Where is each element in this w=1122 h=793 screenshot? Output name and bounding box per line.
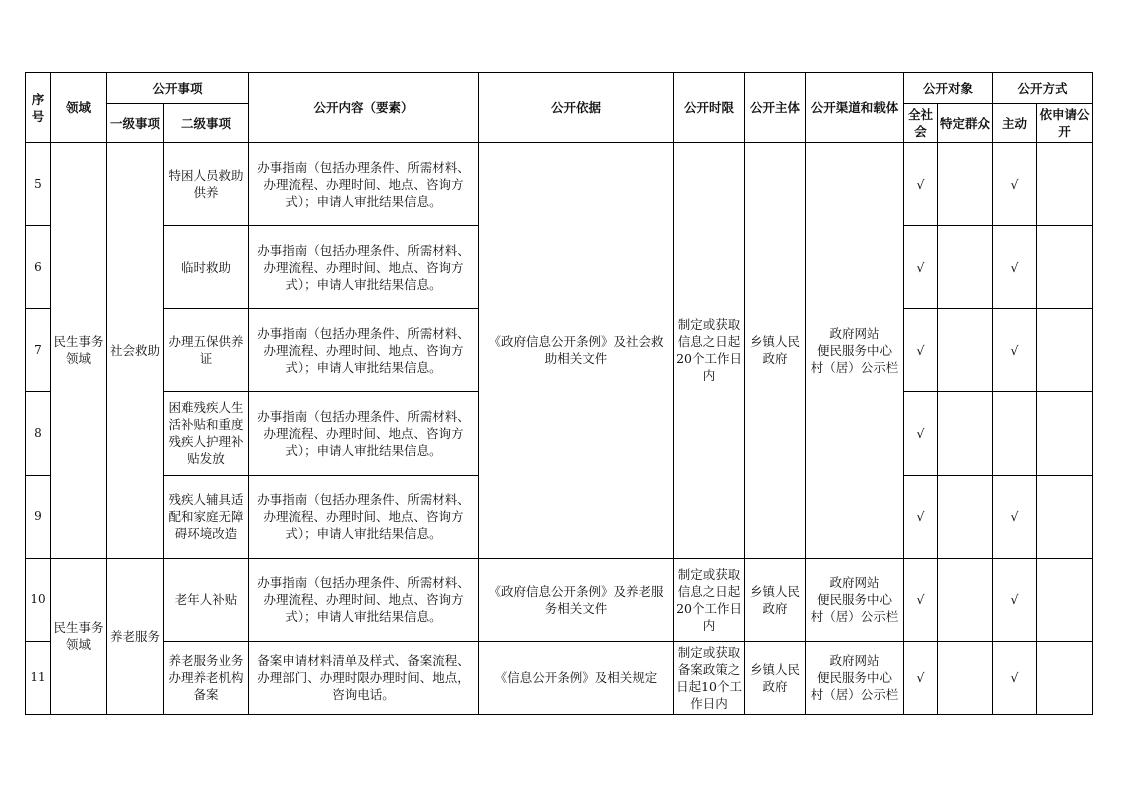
method-apply-check — [1037, 143, 1093, 226]
method-active-check: √ — [993, 226, 1037, 309]
audience-all-check: √ — [904, 226, 938, 309]
audience-all-check: √ — [904, 641, 938, 714]
row-seq: 6 — [26, 226, 51, 309]
basis-cell: 《政府信息公开条例》及社会救助相关文件 — [479, 143, 674, 559]
content-cell: 办事指南（包括办理条件、所需材料、办理流程、办理时间、地点、咨询方式）；申请人审批结果信息。 — [249, 143, 479, 226]
audience-specific-check — [938, 641, 993, 714]
level1-cell: 社会救助 — [107, 143, 164, 559]
row-seq: 9 — [26, 475, 51, 558]
header-method-active: 主动 — [993, 104, 1037, 143]
disclosure-table — [25, 72, 1093, 715]
header-domain: 领域 — [51, 73, 107, 143]
channel-cell: 政府网站 便民服务中心 村（居）公示栏 — [806, 558, 904, 641]
audience-all-check: √ — [904, 143, 938, 226]
method-active-check: √ — [993, 309, 1037, 392]
level2-cell: 特困人员救助供养 — [164, 143, 249, 226]
content-cell: 办事指南（包括办理条件、所需材料、办理流程、办理时间、地点、咨询方式）；申请人审批结果信息。 — [249, 558, 479, 641]
header-items: 公开事项 — [107, 73, 249, 104]
method-apply-check — [1037, 558, 1093, 641]
audience-specific-check — [938, 475, 993, 558]
method-active-check: √ — [993, 143, 1037, 226]
level2-cell: 困难残疾人生活补贴和重度残疾人护理补贴发放 — [164, 392, 249, 475]
row-seq: 5 — [26, 143, 51, 226]
level2-cell: 残疾人辅具适配和家庭无障碍环境改造 — [164, 475, 249, 558]
header-audience-all: 全社会 — [904, 104, 938, 143]
method-active-check: √ — [993, 475, 1037, 558]
content-cell: 办事指南（包括办理条件、所需材料、办理流程、办理时间、地点、咨询方式）；申请人审批结果信息。 — [249, 309, 479, 392]
row-seq: 7 — [26, 309, 51, 392]
domain-cell: 民生事务领域 — [51, 143, 107, 559]
table-row — [26, 558, 1093, 641]
audience-specific-check — [938, 392, 993, 475]
time-limit-cell: 制定或获取信息之日起20个工作日内 — [674, 143, 745, 559]
level2-cell: 办理五保供养证 — [164, 309, 249, 392]
header-level2: 二级事项 — [164, 104, 249, 143]
method-active-check: √ — [993, 641, 1037, 714]
header-time-limit: 公开时限 — [674, 73, 745, 143]
time-limit-cell: 制定或获取备案政策之日起10个工作日内 — [674, 641, 745, 714]
level2-cell: 老年人补贴 — [164, 558, 249, 641]
row-seq: 10 — [26, 558, 51, 641]
content-cell: 办事指南（包括办理条件、所需材料、办理流程、办理时间、地点、咨询方式）；申请人审批结果信息。 — [249, 475, 479, 558]
audience-specific-check — [938, 309, 993, 392]
content-cell: 办事指南（包括办理条件、所需材料、办理流程、办理时间、地点、咨询方式）；申请人审批结果信息。 — [249, 392, 479, 475]
method-apply-check — [1037, 226, 1093, 309]
content-cell: 备案申请材料清单及样式、备案流程、办理部门、办理时限办理时间、地点，咨询电话。 — [249, 641, 479, 714]
time-limit-cell: 制定或获取信息之日起20个工作日内 — [674, 558, 745, 641]
table-row — [26, 641, 1093, 714]
content-cell: 办事指南（包括办理条件、所需材料、办理流程、办理时间、地点、咨询方式）；申请人审批结果信息。 — [249, 226, 479, 309]
channel-cell: 政府网站 便民服务中心 村（居）公示栏 — [806, 143, 904, 559]
audience-specific-check — [938, 558, 993, 641]
subject-cell: 乡镇人民政府 — [745, 558, 806, 641]
audience-all-check: √ — [904, 475, 938, 558]
table-row — [26, 143, 1093, 226]
subject-cell: 乡镇人民政府 — [745, 143, 806, 559]
audience-specific-check — [938, 226, 993, 309]
header-audience: 公开对象 — [904, 73, 993, 104]
audience-specific-check — [938, 143, 993, 226]
header-basis: 公开依据 — [479, 73, 674, 143]
header-content: 公开内容（要素） — [249, 73, 479, 143]
subject-cell: 乡镇人民政府 — [745, 641, 806, 714]
level2-cell: 养老服务业务办理养老机构备案 — [164, 641, 249, 714]
row-seq: 8 — [26, 392, 51, 475]
level1-cell: 养老服务 — [107, 558, 164, 714]
audience-all-check: √ — [904, 309, 938, 392]
header-method-apply: 依申请公开 — [1037, 104, 1093, 143]
header-level1: 一级事项 — [107, 104, 164, 143]
header-seq: 序号 — [26, 73, 51, 143]
method-active-check: √ — [993, 558, 1037, 641]
header-method: 公开方式 — [993, 73, 1093, 104]
audience-all-check: √ — [904, 392, 938, 475]
method-apply-check — [1037, 475, 1093, 558]
basis-cell: 《政府信息公开条例》及养老服务相关文件 — [479, 558, 674, 641]
method-apply-check — [1037, 309, 1093, 392]
basis-cell: 《信息公开条例》及相关规定 — [479, 641, 674, 714]
level2-cell: 临时救助 — [164, 226, 249, 309]
header-channel: 公开渠道和载体 — [806, 73, 904, 143]
audience-all-check: √ — [904, 558, 938, 641]
channel-cell: 政府网站 便民服务中心 村（居）公示栏 — [806, 641, 904, 714]
header-subject: 公开主体 — [745, 73, 806, 143]
row-seq: 11 — [26, 641, 51, 714]
header-audience-specific: 特定群众 — [938, 104, 993, 143]
domain-cell: 民生事务领域 — [51, 558, 107, 714]
method-apply-check — [1037, 641, 1093, 714]
method-apply-check — [1037, 392, 1093, 475]
method-active-check — [993, 392, 1037, 475]
